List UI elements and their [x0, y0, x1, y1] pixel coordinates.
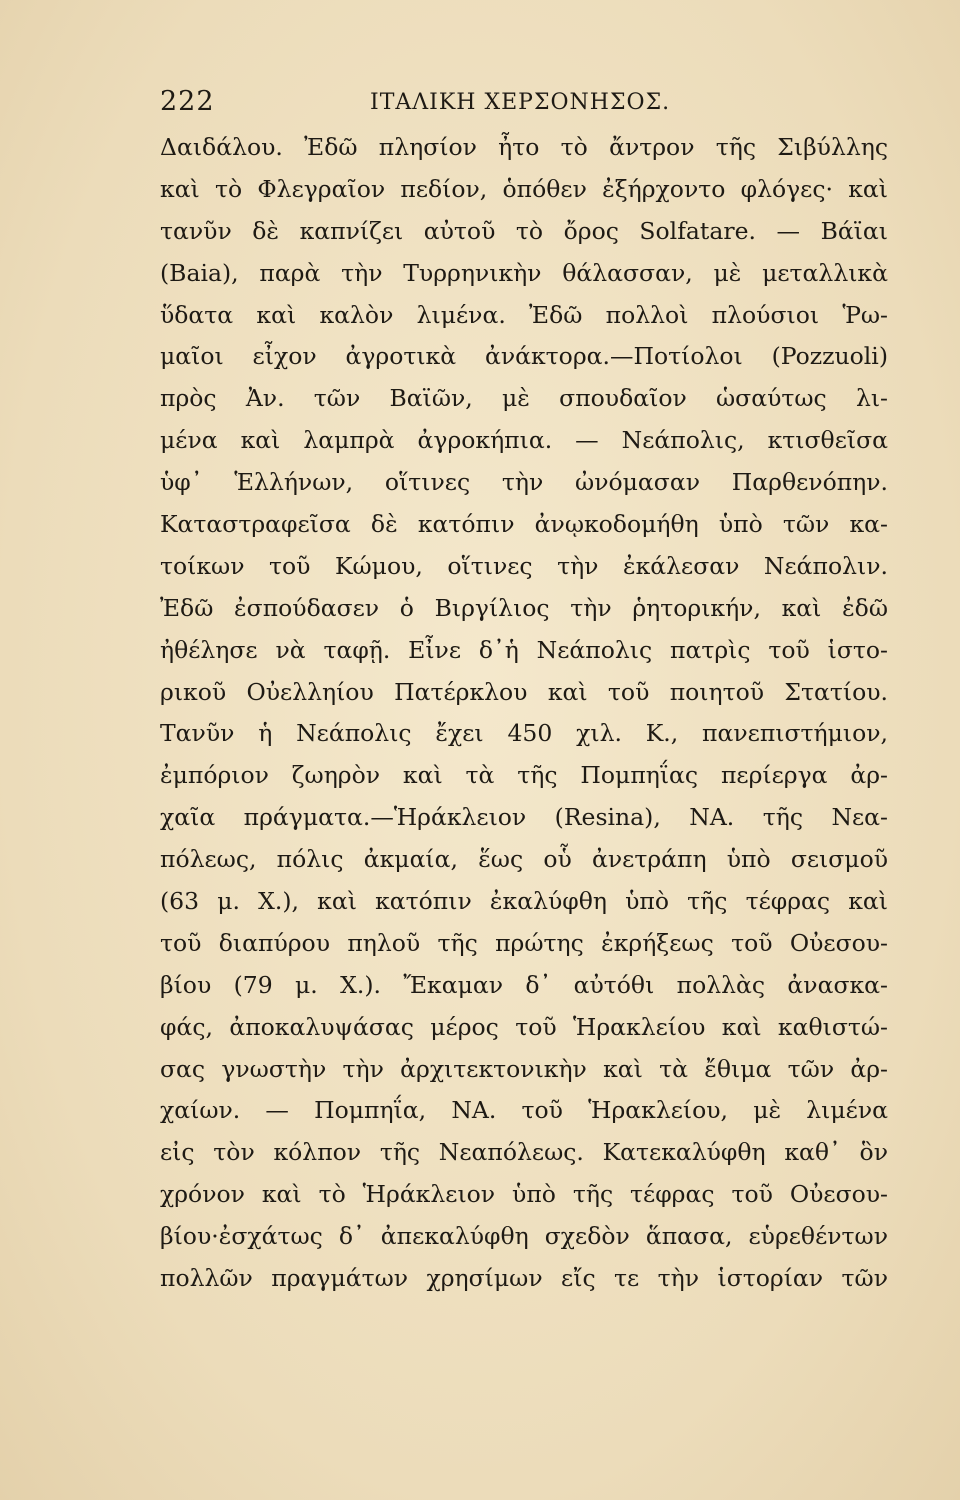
- text-line: σας γνωστὴν τὴν ἀρχιτεκτονικὴν καὶ τὰ ἔθιμα τῶν ἀρ-: [160, 1054, 888, 1083]
- page-header: [160, 86, 888, 126]
- text-line: πόλεως, πόλις ἀκμαία, ἕως οὗ ἀνετράπη ὑπὸ σεισμοῦ: [160, 845, 888, 874]
- text-line: Δαιδάλου. Ἐδῶ πλησίον ἦτο τὸ ἄντρον τῆς Σιβύλλης: [160, 133, 888, 161]
- text-line: ρικοῦ Οὐελληίου Πατέρκλου καὶ τοῦ ποιητοῦ Στατίου.: [160, 677, 888, 706]
- text-line: τοῦ διαπύρου πηλοῦ τῆς πρώτης ἐκρήξεως τοῦ Οὐεσου-: [160, 928, 888, 957]
- text-line: τανῦν δὲ καπνίζει αὐτοῦ τὸ ὄρος Solfatare. — Βάϊαι: [160, 216, 888, 245]
- text-line: μένα καὶ λαμπρὰ ἀγροκήπια. — Νεάπολις, κτισθεῖσα: [160, 426, 888, 455]
- text-line: μαῖοι εἶχον ἀγροτικὰ ἀνάκτορα.—Ποτίολοι (Pozzuoli): [160, 342, 888, 371]
- text-line: πρὸς Ἀν. τῶν Βαϊῶν, μὲ σπουδαῖον ὡσαύτως λι-: [160, 384, 888, 413]
- text-line: ἐμπόριον ζωηρὸν καὶ τὰ τῆς Πομπηΐας περίεργα ἀρ-: [160, 761, 888, 790]
- text-line: ὕδατα καὶ καλὸν λιμένα. Ἐδῶ πολλοὶ πλούσιοι Ῥω-: [160, 300, 888, 329]
- body-text: [160, 127, 888, 1300]
- text-line: τοίκων τοῦ Κώμου, οἵτινες τὴν ἐκάλεσαν Νεάπολιν.: [160, 551, 888, 580]
- text-line: φάς, ἀποκαλυψάσας μέρος τοῦ Ἡρακλείου καὶ καθιστώ-: [160, 1012, 888, 1041]
- text-line: Τανῦν ἡ Νεάπολις ἔχει 450 χιλ. Κ., πανεπιστήμιον,: [160, 719, 888, 748]
- text-line: εἰς τὸν κόλπον τῆς Νεαπόλεως. Κατεκαλύφθη καθ᾽ ὃν: [160, 1138, 888, 1167]
- text-line: βίου·ἐσχάτως δ᾽ ἀπεκαλύφθη σχεδὸν ἅπασα, εὑρεθέντων: [160, 1222, 888, 1251]
- text-line: (Baia), παρὰ τὴν Τυρρηνικὴν θάλασσαν, μὲ μεταλλικὰ: [160, 258, 888, 287]
- text-line: ἠθέλησε νὰ ταφῇ. Εἶνε δ᾽ἡ Νεάπολις πατρὶς τοῦ ἱστο-: [160, 635, 888, 664]
- text-line: βίου (79 μ. Χ.). Ἔκαμαν δ᾽ αὐτόθι πολλὰς ἀνασκα-: [160, 970, 888, 999]
- text-line: Καταστραφεῖσα δὲ κατόπιν ἀνῳκοδομήθη ὑπὸ τῶν κα-: [160, 510, 888, 539]
- text-line: ὑφ᾽ Ἑλλήνων, οἵτινες τὴν ὠνόμασαν Παρθενόπην.: [160, 468, 888, 497]
- text-line: χαῖα πράγματα.—Ἡράκλειον (Resina), ΝΑ. τῆς Νεα-: [160, 803, 888, 832]
- running-title: ΙΤΑΛΙΚΗ ΧΕΡΣΟΝΗΣΟΣ.: [370, 90, 671, 115]
- text-line: πολλῶν πραγμάτων χρησίμων εἴς τε τὴν ἱστορίαν τῶν: [160, 1264, 888, 1293]
- page-number: 222: [160, 86, 215, 117]
- text-line: Ἐδῶ ἐσπούδασεν ὁ Βιργίλιος τὴν ῥητορικήν, καὶ ἐδῶ: [160, 593, 888, 622]
- text-line: (63 μ. Χ.), καὶ κατόπιν ἐκαλύφθη ὑπὸ τῆς τέφρας καὶ: [160, 887, 888, 916]
- text-line: χαίων. — Πομπηΐα, ΝΑ. τοῦ Ἡρακλείου, μὲ λιμένα: [160, 1096, 888, 1125]
- text-line: καὶ τὸ Φλεγραῖον πεδίον, ὁπόθεν ἐξήρχοντο φλόγες· καὶ: [160, 174, 888, 203]
- text-line: χρόνον καὶ τὸ Ἡράκλειον ὑπὸ τῆς τέφρας τοῦ Οὐεσου-: [160, 1180, 888, 1209]
